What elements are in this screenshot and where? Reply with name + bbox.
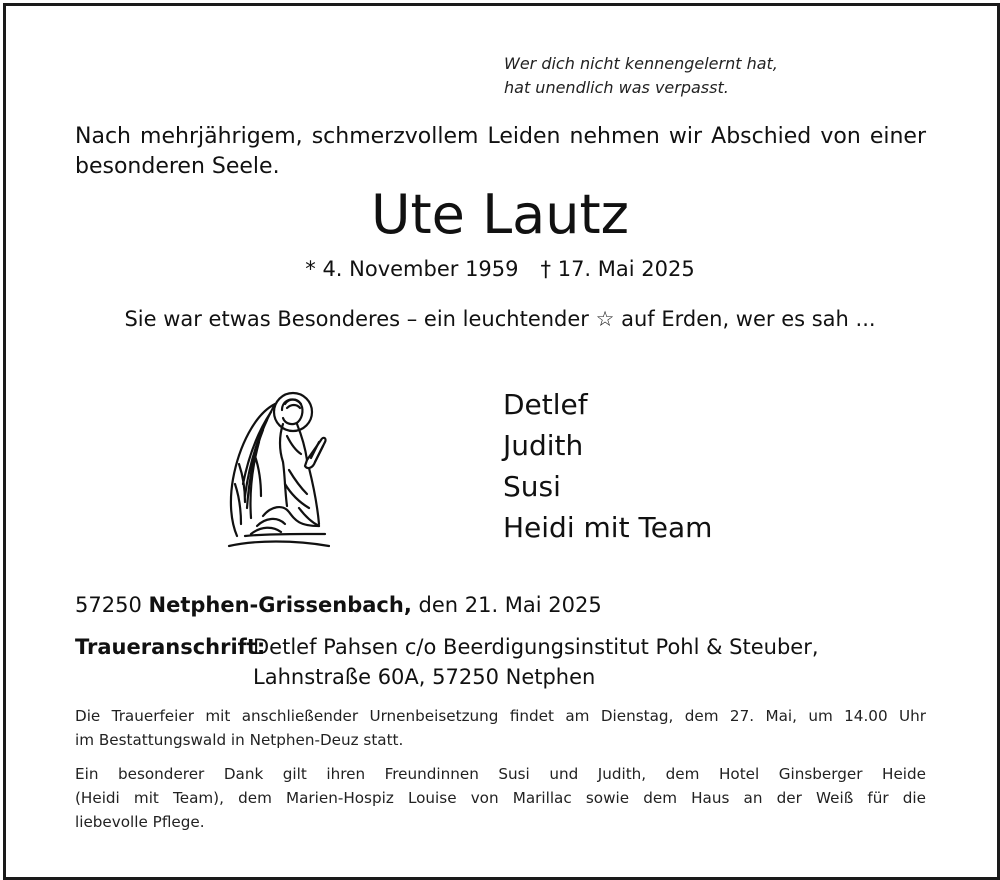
mourner-name: Judith [503, 429, 584, 462]
birth-date: * 4. November 1959 [305, 257, 519, 281]
life-dates [0, 255, 1000, 283]
memorial-quote: Sie war etwas Besonderes – ein leuchtender ☆ auf Erden, wer es sah ... [124, 307, 876, 331]
thanks-notice [75, 762, 926, 834]
place-and-date [75, 590, 602, 620]
address-line-2: Lahnstraße 60A, 57250 Netphen [253, 665, 596, 689]
deceased-name: Ute Lautz [370, 183, 629, 246]
service-notice [75, 704, 926, 752]
mourners-list [503, 384, 712, 548]
postcode: 57250 [75, 593, 142, 617]
death-date: † 17. Mai 2025 [540, 257, 695, 281]
address-line-1: Detlef Pahsen c/o Beerdigungsinstitut Pohl & Steuber, [253, 635, 819, 659]
mourning-address [253, 632, 819, 692]
notice-date: den 21. Mai 2025 [418, 593, 602, 617]
thanks-line-2: (Heidi mit Team), dem Marien-Hospiz Louise von Marillac sowie dem Haus an der Weiß für die [75, 789, 926, 807]
mourning-address-label: Traueranschrift: [75, 635, 266, 659]
motto [504, 52, 778, 100]
motto-line-2: hat unendlich was verpasst. [504, 78, 729, 97]
praying-angel-icon [225, 384, 330, 552]
intro-line-2: besonderen Seele. [75, 154, 280, 179]
thanks-line-3: liebevolle Pflege. [75, 813, 205, 831]
mourner-name: Susi [503, 470, 561, 503]
mourner-name: Detlef [503, 388, 588, 421]
mourner-name: Heidi mit Team [503, 511, 713, 544]
service-line-2: im Bestattungswald in Netphen-Deuz statt. [75, 731, 404, 749]
motto-line-1: Wer dich nicht kennengelernt hat, [504, 54, 778, 73]
service-line-1: Die Trauerfeier mit anschließender Urnenbeisetzung findet am Dienstag, dem 27. Mai, um 14.00 Uhr [75, 707, 926, 725]
town: Netphen-Grissenbach, [148, 593, 412, 617]
intro-text [75, 122, 926, 182]
intro-line-1: Nach mehrjährigem, schmerzvollem Leiden nehmen wir Abschied von einer [75, 124, 926, 149]
thanks-line-1: Ein besonderer Dank gilt ihren Freundinnen Susi und Judith, dem Hotel Ginsberger Heide [75, 765, 926, 783]
